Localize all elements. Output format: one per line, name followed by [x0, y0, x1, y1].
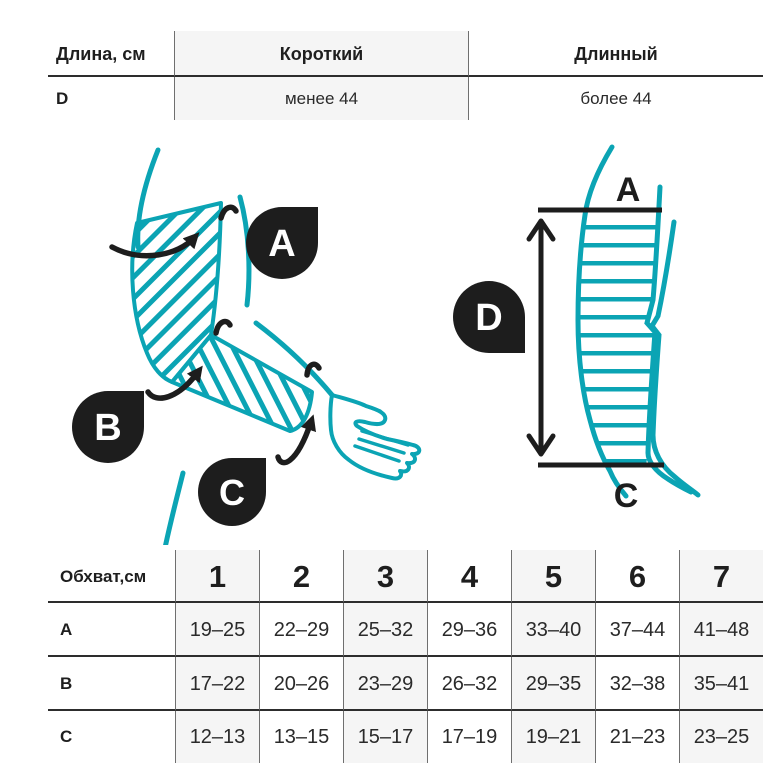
size-col-6: 6 [595, 550, 679, 603]
size-col-1: 1 [175, 550, 259, 603]
size-row-a-value: 37–44 [595, 603, 679, 657]
length-table-header-long: Длинный [469, 31, 763, 77]
size-row-c-value: 23–25 [679, 711, 763, 763]
size-row-c-value: 21–23 [595, 711, 679, 763]
size-row-a-label: A [48, 603, 175, 657]
size-col-3: 3 [343, 550, 427, 603]
size-row-b-value: 20–26 [259, 657, 343, 711]
length-table-header-short: Короткий [174, 31, 469, 77]
limb-outer-contour [652, 222, 698, 495]
size-col-7: 7 [679, 550, 763, 603]
size-row-a-value: 25–32 [343, 603, 427, 657]
size-col-5: 5 [511, 550, 595, 603]
size-row-b-value: 29–35 [511, 657, 595, 711]
size-row-a-value: 19–25 [175, 603, 259, 657]
size-table [48, 550, 763, 763]
arm-circumference-figure [60, 135, 450, 545]
arrow-b-hook [216, 322, 230, 333]
arm-length-figure [450, 135, 775, 545]
length-row-value-long: более 44 [580, 89, 652, 108]
size-row-b-value: 35–41 [679, 657, 763, 711]
size-col-4: 4 [427, 550, 511, 603]
size-row-b-label: B [48, 657, 175, 711]
size-row-b-value: 26–32 [427, 657, 511, 711]
measurement-diagram [60, 135, 775, 545]
size-row-a-value: 41–48 [679, 603, 763, 657]
size-row-b-value: 23–29 [343, 657, 427, 711]
size-row-a-value: 29–36 [427, 603, 511, 657]
size-row-c-value: 17–19 [427, 711, 511, 763]
badge-a-label: A [268, 223, 296, 265]
size-row-c-value: 13–15 [259, 711, 343, 763]
size-row-c-value: 19–21 [511, 711, 595, 763]
torso-line [162, 473, 183, 545]
length-row-value-short: менее 44 [174, 77, 469, 120]
mark-c-label: C [613, 477, 639, 515]
size-col-2: 2 [259, 550, 343, 603]
badge-c-label: C [219, 472, 245, 513]
badge-b-label: B [94, 407, 122, 449]
length-table [48, 31, 763, 120]
badge-d-label: D [475, 297, 503, 339]
length-table-header-title: Длина, см [48, 31, 174, 77]
size-table-corner: Обхват,см [48, 550, 175, 603]
size-row-a-value: 22–29 [259, 603, 343, 657]
size-row-c-label: C [60, 727, 73, 746]
size-row-c-value: 12–13 [175, 711, 259, 763]
size-row-a-value: 33–40 [511, 603, 595, 657]
length-row-label: D [56, 89, 69, 108]
arrow-a-hook [221, 207, 236, 218]
mark-a-label: A [615, 171, 641, 209]
size-row-c-value: 15–17 [343, 711, 427, 763]
size-row-b-value: 32–38 [595, 657, 679, 711]
size-row-b-value: 17–22 [175, 657, 259, 711]
